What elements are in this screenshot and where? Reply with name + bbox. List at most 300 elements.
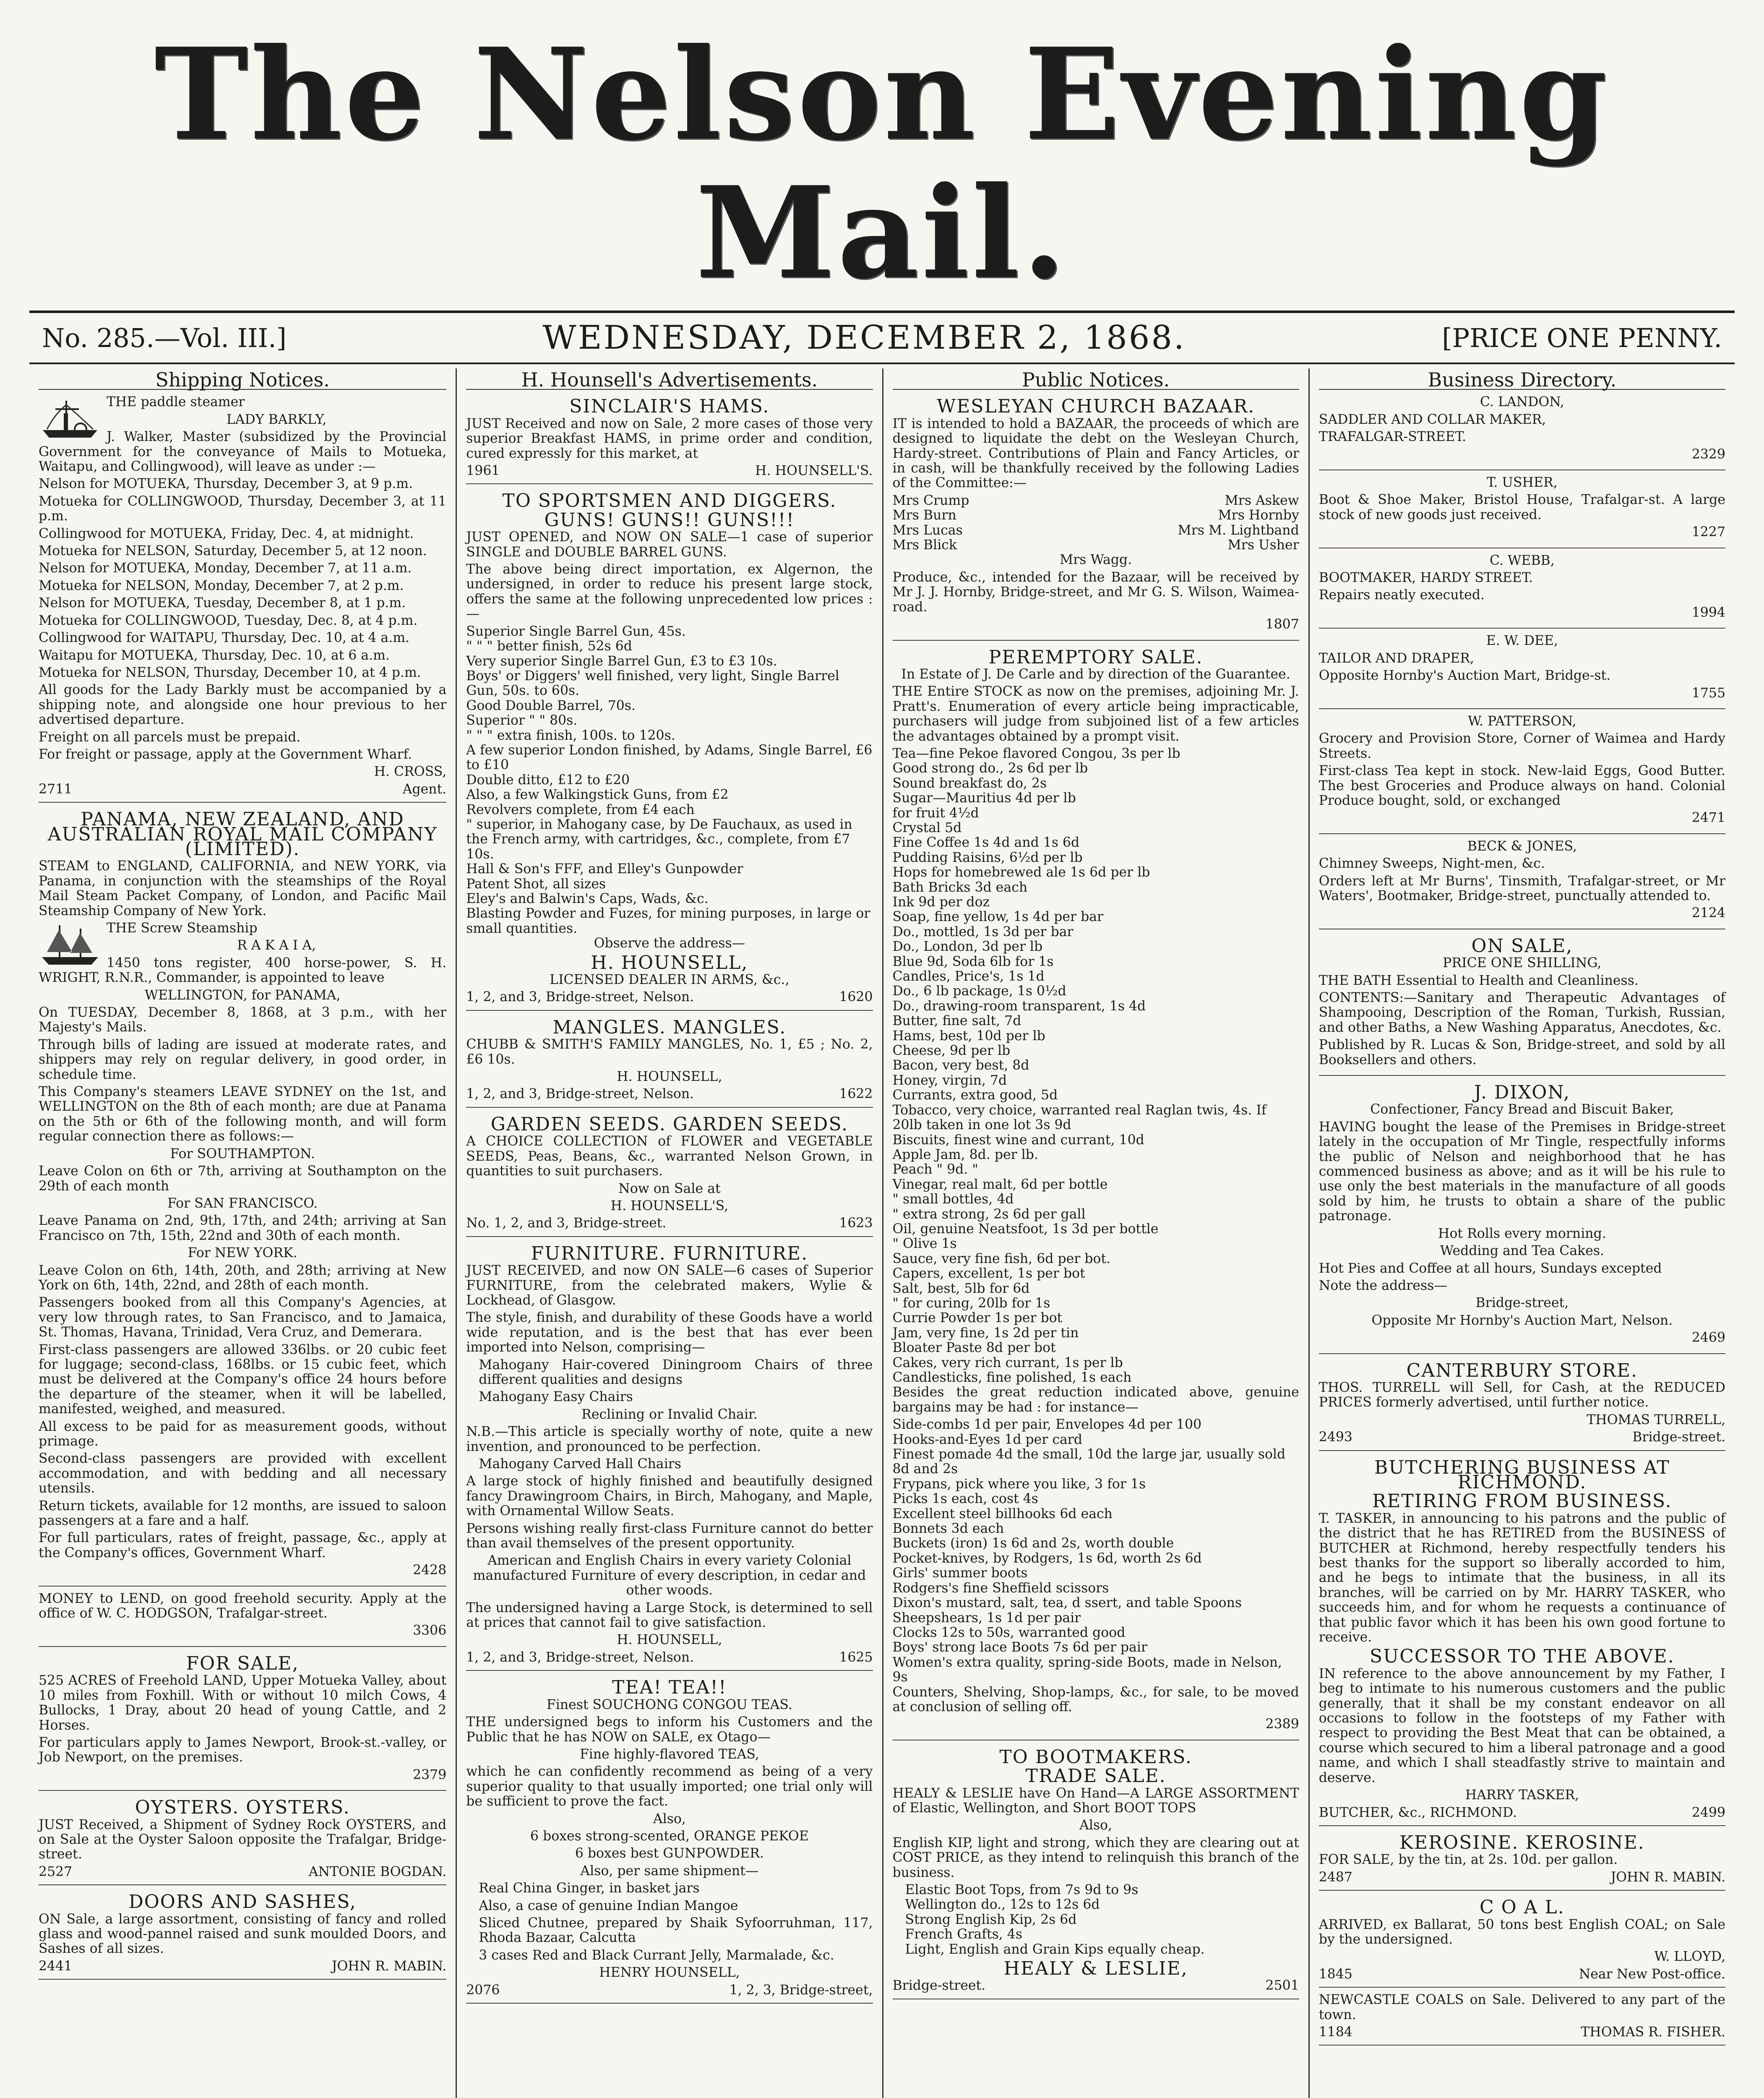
ad-address: Opposite Mr Hornby's Auction Mart, Nelson. [1371, 1313, 1673, 1328]
list-item: Currants, extra good, 5d [892, 1088, 1058, 1103]
ad-line: NEWCASTLE COALS on Sale. Delivered to any part of the town. [1318, 1992, 1725, 2022]
ad-line: Persons wishing really first-class Furniture cannot do better than avail themselves of the present opportunity. [466, 1521, 873, 1551]
ad-signature: H. HOUNSELL'S. [755, 463, 873, 479]
ad-line: Besides the great reduction indicated above, genuine bargains may be had : for instance— [892, 1385, 1299, 1415]
schedule-line: Collingwood for MOTUEKA, Friday, Dec. 4, at midnight. [39, 526, 414, 541]
column-shipping [29, 368, 456, 2098]
ad-signature: HEALY & LESLIE, [1003, 1958, 1188, 1980]
route-heading: For SAN FRANCISCO. [167, 1195, 318, 1211]
committee-name: Mrs Burn [892, 508, 956, 523]
ad-line: A large stock of highly finished and beautifully designed fancy Drawingroom Chairs, in Birch, Mahogany, and Maple, with Ornamental Willow Seats. [466, 1474, 873, 1519]
ad-butchering [1319, 1453, 1725, 1826]
ad-line: HAVING bought the lease of the Premises in Bridge-street lately in the occupation of Mr Tingle, respectfully informs the public of Nelson and neighborhood that he has commenced business as above; and as it will be his rule to use only the best materials in the manufacture of all goods sold by him, he trusts to obtain a share of the public patronage. [1318, 1119, 1725, 1224]
ad-line: Sliced Chutnee, prepared by Shaik Syfoorruhman, 117, Rhoda Bazaar, Calcutta [479, 1915, 873, 1946]
ad-tea [466, 1673, 873, 2004]
ad-heading: TEA! TEA!! [612, 1677, 727, 1699]
bargain-list [893, 1417, 1299, 1685]
list-item: Jam, very fine, 1s 2d per tin [892, 1325, 1079, 1341]
price-line: " superior, in Mahogany case, by De Fauchaux, as used in the French army, with cartridges, &c., complete, from £7 10s. [466, 817, 852, 862]
ad-number: 2499 [1691, 1805, 1725, 1820]
ad-address: No. 1, 2, and 3, Bridge-street. [466, 1216, 667, 1231]
ad-oysters [39, 1793, 446, 1885]
ad-heading: MANGLES. MANGLES. [552, 1016, 787, 1038]
issue-price: [PRICE ONE PENNY. [1442, 322, 1722, 353]
ad-line: Counters, Shelving, Shop-lamps, &c., for sale, to be moved at conclusion of selling off. [892, 1684, 1299, 1714]
ad-line: Freight on all parcels must be prepaid. [39, 729, 301, 745]
price-line: French Grafts, 4s [905, 1927, 1023, 1942]
ad-bazaar [893, 392, 1299, 640]
ad-number: 2389 [1265, 1717, 1299, 1732]
ad-number: 1845 [1318, 1966, 1352, 1982]
ad-line: Mahogany Hair-covered Diningroom Chairs of three different qualities and designs [479, 1357, 873, 1387]
ad-subheading: SUCCESSOR TO THE ABOVE. [1370, 1646, 1675, 1667]
ad-line: Second-class passengers are provided with excellent accommodation, and with bedding and all necessary utensils. [39, 1451, 447, 1496]
ad-line: First-class passengers are allowed 336lbs. or 20 cubic feet for luggage; second-class, 168lbs. or 15 cubic feet, which must be delivered at the Company's office 24 hours before the departure of the steamer, when it will be labelled, manifested, weighed, and measured. [39, 1342, 447, 1417]
directory-desc: Chimney Sweeps, Night-men, &c. [1318, 856, 1545, 872]
ad-number: 1622 [839, 1086, 873, 1102]
directory-addr: Repairs neatly executed. [1318, 587, 1485, 603]
ad-line: Also, a case of genuine Indian Mangoe [479, 1898, 738, 1913]
ad-hams [466, 392, 873, 484]
committee-name: Mrs Lucas [892, 522, 963, 538]
section-heading: Public Notices. [893, 373, 1299, 390]
list-item: Ink 9d per doz [892, 895, 990, 910]
ad-signature: W. LLOYD, [1654, 1949, 1725, 1965]
ad-line: N.B.—This article is specially worthy of note, quite a new invention, and pronounced to be perfection. [466, 1424, 873, 1454]
ad-line: Mahogany Carved Hall Chairs [479, 1456, 682, 1472]
directory-num: 2329 [1691, 446, 1725, 462]
ad-number: 1620 [839, 989, 873, 1005]
directory-list [1319, 392, 1725, 929]
directory-addr: Orders left at Mr Burns', Tinsmith, Trafalgar-street, or Mr Waters', Bootmaker, Bridge-street, punctually attended to. [1318, 873, 1725, 903]
directory-name: T. USHER, [1487, 475, 1558, 491]
ad-subheading: GUNS! GUNS!! GUNS!!! [544, 509, 795, 531]
ad-number: 1961 [466, 463, 500, 479]
list-item: " extra strong, 2s 6d per gall [892, 1206, 1086, 1222]
ad-line: FOR SALE, by the tin, at 2s. 10d. per gallon. [1318, 1852, 1618, 1868]
ad-subheading: PRICE ONE SHILLING, [1443, 955, 1602, 971]
schedule-line: Motueka for COLLINGWOOD, Thursday, December 3, at 11 p.m. [39, 493, 447, 524]
list-item: Dixon's mustard, salt, tea, d ssert, and table Spoons [892, 1595, 1242, 1611]
ad-bath-book [1319, 932, 1725, 1076]
ad-line: JUST OPENED, and NOW ON SALE—1 case of superior SINGLE and DOUBLE BARREL GUNS. [466, 530, 873, 560]
ad-line: The style, finish, and durability of these Goods have a world wide reputation, and is the best that has ever been imported into Nelson, comprising— [466, 1310, 873, 1355]
list-item: Pocket-knives, by Rodgers, 1s 6d, worth 2s 6d [892, 1550, 1202, 1566]
directory-addr: First-class Tea kept in stock. New-laid Eggs, Good Butter. The best Groceries and Produce always on hand. Colonial Produce bought, sold, or exchanged [1318, 763, 1725, 808]
ad-line: IT is intended to hold a BAZAAR, the proceeds of which are designed to liquidate the debt on the Wesleyan Church, Hardy-street. Contributions of Plain and Fancy Articles, or in cash, will be thankfully received by the following Ladies of the Committee:— [892, 416, 1299, 491]
ad-line: Now on Sale at [618, 1181, 721, 1196]
ad-line: Through bills of lading are issued at moderate rates, and shippers may rely on regular delivery, in good order, in schedule time. [39, 1037, 447, 1082]
ad-address: 1, 2, 3, Bridge-street, [729, 1982, 873, 1998]
ad-line: This Company's steamers LEAVE SYDNEY on the 1st, and WELLINGTON on the 8th of each month; are due at Panama on the 5th or 6th of the following month, and will form regular connection there as follows:— [39, 1084, 447, 1144]
ad-heading: CANTERBURY STORE. [1406, 1360, 1638, 1381]
ad-line: which he can confidently recommend as being of a very superior quality to that usually imported; one trial only will be sufficient to prove the fact. [466, 1764, 873, 1809]
issue-number: No. 285.—Vol. III.] [42, 322, 287, 353]
directory-num: 1994 [1691, 605, 1725, 620]
list-item: Girls' summer boots [892, 1566, 1028, 1581]
committee-name: Mrs Wagg. [1059, 552, 1132, 568]
ship-name: LADY BARKLY, [226, 412, 327, 427]
ad-heading: PEREMPTORY SALE. [988, 646, 1203, 668]
ad-bootmakers [893, 1743, 1299, 1999]
directory-name: BECK & JONES, [1467, 838, 1577, 854]
list-item: Do., London, 3d per lb [892, 939, 1043, 955]
list-item: Crystal 5d [892, 820, 962, 835]
committee-name: Mrs Blick [892, 538, 957, 553]
ad-line: Mahogany Easy Chairs [479, 1389, 633, 1405]
ad-line: JUST Received, a Shipment of Sydney Rock OYSTERS, and on Sale at the Oyster Saloon opposite the Trafalgar, Bridge-street. [39, 1817, 447, 1862]
column-business-directory [1308, 368, 1735, 2098]
schedule-line: Motueka for NELSON, Thursday, December 10, at 4 p.m. [39, 665, 421, 680]
ad-number: 1807 [1265, 617, 1299, 632]
schedule-line: Nelson for MOTUEKA, Tuesday, December 8, at 1 p.m. [39, 595, 406, 611]
list-item: Women's extra quality, spring-side Boots, made in Nelson, 9s [892, 1654, 1282, 1685]
list-item: for fruit 4½d [892, 805, 979, 821]
ad-role: Agent. [402, 781, 447, 797]
list-item: Hooks-and-Eyes 1d per card [892, 1432, 1083, 1447]
list-item: Side-combs 1d per pair, Envelopes 4d per 100 [892, 1417, 1202, 1433]
price-line: Also, a few Walkingstick Guns, from £2 [466, 787, 729, 803]
committee-name: Mrs Usher [1227, 538, 1299, 553]
list-item: Blue 9d, Soda 6lb for 1s [892, 954, 1054, 969]
ad-number: 1625 [839, 1649, 873, 1665]
ad-line: Passengers booked from all this Company's Agencies, at very low through rates, to San Francisco, and to Jamaica, St. Thomas, Havana, Trinidad, Vera Cruz, and Demerara. [39, 1295, 447, 1340]
list-item: Do., mottled, 1s 3d per bar [892, 924, 1074, 939]
ad-line: THE BATH Essential to Health and Cleanliness. [1318, 973, 1639, 988]
ad-line: Note the address— [1318, 1278, 1447, 1293]
ad-line: JUST RECEIVED, and now ON SALE—6 cases of Superior FURNITURE, from the celebrated makers, Wylie & Lockhead, of Glasgow. [466, 1263, 873, 1308]
ad-number: 2076 [466, 1982, 500, 1998]
ad-line: JUST Received and now on Sale, 2 more cases of those very superior Breakfast HAMS, in prime order and condition, cured expressly for this market, at [466, 416, 873, 461]
issue-bar [29, 311, 1735, 364]
ad-line: 1450 tons register, 400 horse-power, S. H. WRIGHT, R.N.R., Commander, is appointed to leave [39, 955, 447, 986]
ad-line: ON Sale, a large assortment, consisting of fancy and rolled glass and wood-pannel raised and sunk moulded Doors, and Sashes of all sizes. [39, 1911, 447, 1957]
schedule-line: Motueka for NELSON, Monday, December 7, at 2 p.m. [39, 578, 404, 593]
list-item: Currie Powder 1s per bot [892, 1310, 1063, 1326]
price-line: Superior " " 80s. [466, 713, 578, 728]
ad-line: CHUBB & SMITH'S FAMILY MANGLES, No. 1, £5 ; No. 2, £6 10s. [466, 1037, 873, 1067]
column-public-notices [882, 368, 1308, 2098]
section-heading: Business Directory. [1319, 373, 1725, 390]
ad-line: STEAM to ENGLAND, CALIFORNIA, and NEW YORK, via Panama, in conjunction with the steamships of the Royal Mail Steam Packet Company, of London, and Pacific Mail Steamship Company of New York. [39, 859, 447, 919]
ad-line: All excess to be paid for as measurement goods, without primage. [39, 1419, 447, 1449]
price-line: Boys' or Diggers' well finished, very light, Single Barrel Gun, 50s. to 60s. [466, 668, 839, 699]
ad-line: Observe the address— [594, 936, 745, 951]
ad-kerosine [1319, 1829, 1725, 1891]
ad-heading: PANAMA, NEW ZEALAND, AND AUSTRALIAN ROYAL MAIL COMPANY (LIMITED). [47, 809, 438, 860]
ad-number: 2501 [1265, 1978, 1299, 1994]
ad-heading: SINCLAIR'S HAMS. [569, 396, 770, 418]
ad-number: 2711 [39, 781, 73, 797]
ad-for-sale [39, 1649, 446, 1791]
list-item: Clocks 12s to 50s, warranted good [892, 1625, 1126, 1640]
price-line: Elastic Boot Tops, from 7s 9d to 9s [905, 1882, 1139, 1897]
ad-line: American and English Chairs in every variety Colonial manufactured Furniture of every description, in cedar and other woods. [473, 1553, 866, 1598]
ad-line: Hot Pies and Coffee at all hours, Sundays excepted [1318, 1260, 1662, 1276]
list-item: Sound breakfast do, 2s [892, 775, 1047, 791]
ad-line: THE Screw Steamship [107, 921, 258, 936]
ad-number: 2469 [1691, 1330, 1725, 1346]
ad-address: 1, 2, and 3, Bridge-street, Nelson. [466, 989, 694, 1005]
ad-doors [39, 1888, 446, 1980]
ad-number: 2428 [413, 1563, 447, 1578]
directory-num: 1755 [1691, 685, 1725, 701]
schedule-line: Nelson for MOTUEKA, Monday, December 7, at 11 a.m. [39, 561, 412, 576]
list-item: Do., drawing-room transparent, 1s 4d [892, 998, 1146, 1014]
ship-name: R A K A I A, [237, 938, 316, 953]
list-item: Candlesticks, fine polished, 1s each [892, 1370, 1132, 1385]
ad-dixon [1319, 1078, 1725, 1354]
ad-line: Reclining or Invalid Chair. [581, 1406, 758, 1422]
ad-number: 2441 [39, 1958, 73, 1974]
columns [29, 368, 1735, 2098]
price-line: Light, English and Grain Kips equally cheap. [905, 1941, 1205, 1957]
ad-subheading: RETIRING FROM BUSINESS. [1372, 1490, 1672, 1512]
ad-line: Also, [1079, 1818, 1113, 1833]
schedule-line: Collingwood for WAITAPU, Thursday, Dec. 10, at 4 a.m. [39, 630, 410, 646]
ad-line: A CHOICE COLLECTION of FLOWER and VEGETABLE SEEDS, Peas, Beans, &c., warranted Nelson Grown, in quantities to suit purchasers. [466, 1134, 873, 1179]
route-heading: For SOUTHAMPTON. [170, 1146, 315, 1161]
ad-heading: ON SALE, [1471, 935, 1573, 957]
ad-signature: H. HOUNSELL'S, [610, 1198, 729, 1213]
list-item: Rodgers's fine Sheffield scissors [892, 1580, 1109, 1596]
ad-signature: JOHN R. MABIN. [331, 1958, 447, 1974]
ad-subheading: TRADE SALE. [1025, 1765, 1166, 1787]
ad-mangles [466, 1013, 873, 1108]
directory-entry [1319, 473, 1725, 548]
ad-signature: H. HOUNSELL, [591, 952, 748, 973]
price-line: Revolvers complete, from £4 each [466, 802, 695, 817]
ad-signature: ANTONIE BOGDAN. [308, 1864, 447, 1879]
ad-line: Leave Colon on 6th or 7th, arriving at Southampton on the 29th of each month [39, 1164, 447, 1194]
list-item: Buckets (iron) 1s 6d and 2s, worth double [892, 1536, 1174, 1551]
list-item: Tea—fine Pekoe flavored Congou, 3s per lb [892, 746, 1180, 761]
list-item: Peach " 9d. " [892, 1162, 978, 1177]
issue-date: WEDNESDAY, DECEMBER 2, 1868. [542, 319, 1186, 357]
ad-peremptory-sale [893, 643, 1299, 1741]
directory-entry [1319, 837, 1725, 929]
ad-newcastle-coals [1319, 1990, 1725, 2046]
schedule-line: Waitapu for MOTUEKA, Thursday, Dec. 10, at 6 a.m. [39, 647, 390, 663]
ad-line: THOS. TURRELL will Sell, for Cash, at the REDUCED PRICES formerly advertised, until further notice. [1318, 1380, 1725, 1410]
list-item: Capers, excellent, 1s per bot [892, 1266, 1085, 1281]
ad-line: Hot Rolls every morning. [1438, 1226, 1606, 1241]
section-heading: Shipping Notices. [39, 373, 446, 390]
committee-name: Mrs M. Lightband [1178, 522, 1299, 538]
ad-line: CONTENTS:—Sanitary and Therapeutic Advantages of Shampooing, Description of the Roman, Turkish, Russian, and other Baths, a New Washing Apparatus, Anecdotes, &c. [1318, 990, 1725, 1035]
ad-heading: GARDEN SEEDS. GARDEN SEEDS. [490, 1113, 849, 1135]
route-heading: For NEW YORK. [188, 1245, 297, 1261]
ad-number: 2379 [413, 1767, 447, 1782]
list-item: Biscuits, finest wine and currant, 10d [892, 1132, 1144, 1148]
ad-signature: THOMAS R. FISHER. [1581, 2024, 1725, 2040]
ad-line: 525 ACRES of Freehold LAND, Upper Motueka Valley, about 10 miles from Foxhill. With or without 10 milch Cows, 4 Bullocks, 1 Dray, about 20 head of young Cattle, and 2 Horses. [39, 1673, 447, 1733]
screw-steamship-icon [39, 923, 102, 969]
list-item: Hams, best, 10d per lb [892, 1028, 1045, 1044]
list-item: Sauce, very fine fish, 6d per bot. [892, 1251, 1111, 1266]
directory-num: 2471 [1691, 810, 1725, 826]
schedule-line: Nelson for MOTUEKA, Thursday, December 3, at 9 p.m. [39, 476, 413, 492]
ad-guns [466, 487, 873, 1010]
ad-signature: THOMAS TURRELL, [1587, 1412, 1725, 1427]
price-line: Eley's and Balwin's Caps, Wads, &c. [466, 891, 709, 906]
price-line: Very superior Single Barrel Gun, £3 to £3 10s. [466, 653, 777, 669]
ad-number: 1623 [839, 1216, 873, 1231]
list-item: Bath Bricks 3d each [892, 879, 1028, 895]
list-item: Boys' strong lace Boots 7s 6d per pair [892, 1640, 1148, 1655]
ad-address: Bridge-street. [1632, 1430, 1725, 1445]
list-item: Do., 6 lb package, 1s 0½d [892, 984, 1066, 999]
price-line: Double ditto, £12 to £20 [466, 772, 630, 788]
ad-furniture [466, 1239, 873, 1671]
list-item: Excellent steel billhooks 6d each [892, 1506, 1113, 1521]
directory-desc: BOOTMAKER, HARDY STREET. [1318, 570, 1533, 586]
masthead: The Nelson Evening Mail. [154, 20, 1610, 307]
ad-heading: DOORS AND SASHES, [128, 1891, 357, 1913]
price-line: " " " better finish, 52s 6d [466, 639, 632, 654]
ad-coal [1319, 1893, 1725, 1988]
ad-line: Leave Panama on 2nd, 9th, 17th, and 24th; arriving at San Francisco on 7th, 15th, 22nd and 30th of each month. [39, 1213, 447, 1243]
ad-signature: H. HOUNSELL, [617, 1632, 722, 1648]
ad-line: J. Walker, Master (subsidized by the Provincial Government for the conveyance of Mails to Motueka, Waitapu, and Collingwood), will leave as under :— [39, 429, 447, 475]
price-line: A few superior London finished, by Adams, Single Barrel, £6 to £10 [466, 742, 873, 773]
list-item: Honey, virgin, 7d [892, 1072, 1007, 1088]
ad-canterbury [1319, 1357, 1725, 1451]
ad-signature: HARRY TASKER, [1465, 1787, 1579, 1803]
ad-line: Fine highly-flavored TEAS, [579, 1746, 759, 1762]
directory-entry [1319, 551, 1725, 629]
committee-name: Mrs Crump [892, 493, 969, 508]
ad-address: BUTCHER, &c., RICHMOND. [1318, 1805, 1517, 1820]
directory-name: C. LANDON, [1480, 394, 1564, 410]
ad-signature: HENRY HOUNSELL, [599, 1965, 740, 1981]
list-item: Sugar—Mauritius 4d per lb [892, 791, 1076, 806]
section-heading: H. Hounsell's Advertisements. [466, 373, 873, 390]
committee-name: Mrs Hornby [1218, 508, 1299, 523]
ad-line: 6 boxes best GUNPOWDER. [575, 1846, 764, 1861]
ad-line: Real China Ginger, in basket jars [479, 1881, 700, 1896]
ad-number: 2487 [1318, 1869, 1352, 1885]
directory-entry [1319, 392, 1725, 470]
price-line: Wellington do., 12s to 12s 6d [905, 1897, 1100, 1913]
list-item: Pudding Raisins, 6½d per lb [892, 850, 1083, 865]
ad-heading: KEROSINE. KEROSINE. [1399, 1832, 1645, 1853]
ad-subheading: Confectioner, Fancy Bread and Biscuit Baker, [1370, 1102, 1674, 1117]
ad-line: The undersigned having a Large Stock, is determined to sell at prices that cannot fail to give satisfaction. [466, 1600, 873, 1631]
ad-line: On TUESDAY, December 8, 1868, at 3 p.m., with her Majesty's Mails. [39, 1005, 447, 1035]
list-item: Frypans, pick where you like, 3 for 1s [892, 1476, 1146, 1492]
list-item: " Olive 1s [892, 1236, 957, 1252]
ad-line: English KIP, light and strong, which they are clearing out at COST PRICE, as they intend to relinquish this branch of the business. [892, 1835, 1299, 1880]
price-line: Hall & Son's FFF, and Elley's Gunpowder [466, 861, 743, 877]
price-line: Blasting Powder and Fuzes, for mining purposes, in large or small quantities. [466, 906, 870, 936]
list-item: Bloater Paste 8d per bot [892, 1340, 1056, 1356]
list-item: Bonnets 3d each [892, 1521, 1004, 1537]
ad-heading: C O A L. [1480, 1897, 1565, 1918]
ad-line: All goods for the Lady Barkly must be accompanied by a shipping note, and alongside one hour previous to her advertised departure. [39, 682, 447, 728]
ad-line: Produce, &c., intended for the Bazaar, will be received by Mr J. J. Hornby, Bridge-street, and Mr G. S. Wilson, Waimea-road. [892, 569, 1299, 615]
list-item: Hops for homebrewed ale 1s 6d per lb [892, 865, 1150, 880]
price-line: Patent Shot, all sizes [466, 876, 606, 892]
directory-addr: TRAFALGAR-STREET. [1318, 429, 1466, 445]
ad-heading: WESLEYAN CHURCH BAZAAR. [936, 396, 1255, 418]
ad-line: Also, [653, 1811, 686, 1827]
directory-desc: TAILOR AND DRAPER, [1318, 650, 1474, 666]
directory-name: C. WEBB, [1490, 553, 1555, 568]
ad-line: T. TASKER, in announcing to his patrons and the public of the district that he has RETIRED from the BUSINESS of BUTCHER at Richmond, hereby respectfully tenders his best thanks for the support so liberally accorded to him, and he begs to intimate that the business, in all its branches, will be carried on by Mr. HARRY TASKER, who succeeds him, and for whom he requests a continuance of that public favor which it has been his own good fortune to receive. [1318, 1511, 1725, 1645]
ad-heading: FURNITURE. FURNITURE. [531, 1242, 808, 1264]
list-item: Picks 1s each, cost 4s [892, 1491, 1038, 1507]
ad-line: HEALY & LESLIE have On Hand—A LARGE ASSORTMENT of Elastic, Wellington, and Short BOOT TOPS [892, 1785, 1299, 1816]
directory-addr: Opposite Hornby's Auction Mart, Bridge-st. [1318, 668, 1611, 684]
committee-name: Mrs Askew [1225, 493, 1299, 508]
ad-signature: H. HOUNSELL, [617, 1069, 722, 1085]
directory-name: E. W. DEE, [1486, 633, 1558, 649]
list-item: Cakes, very rich currant, 1s per lb [892, 1355, 1123, 1370]
list-item: Salt, best, 5lb for 6d [892, 1281, 1030, 1296]
ad-signature: JOHN R. MABIN. [1610, 1869, 1725, 1885]
ad-line: For particulars apply to James Newport, Brook-st.-valley, or Job Newport, on the premises. [39, 1735, 447, 1765]
ad-line: Also, per same shipment— [580, 1863, 759, 1879]
ad-line: Leave Colon on 6th, 14th, 20th, and 28th; arriving at New York on 6th, 14th, 22nd, and 28th of each month. [39, 1263, 447, 1293]
price-line: " " " extra finish, 100s. to 120s. [466, 728, 675, 743]
ad-line: For full particulars, rates of freight, passage, &c., apply at the Company's offices, Government Wharf. [39, 1530, 447, 1560]
ad-heading: FOR SALE, [186, 1652, 299, 1674]
ad-line: ARRIVED, ex Ballarat, 50 tons best English COAL; on Sale by the undersigned. [1318, 1917, 1725, 1947]
ad-address: 1, 2, and 3, Bridge-street, Nelson. [466, 1649, 694, 1665]
ad-subheading: Finest SOUCHONG CONGOU TEAS. [546, 1697, 792, 1712]
list-item: Tobacco, very choice, warranted real Raglan twis, 4s. If 20lb taken in one lot 3s 9d [892, 1102, 1266, 1133]
list-item: Candles, Price's, 1s 1d [892, 969, 1045, 984]
ad-subheading: In Estate of J. De Carle and by direction of the Guarantee. [901, 666, 1290, 682]
ad-number: 2493 [1318, 1430, 1352, 1445]
ad-number: 1184 [1318, 2024, 1352, 2040]
schedule-line: Motueka for COLLINGWOOD, Tuesday, Dec. 8, at 4 p.m. [39, 613, 418, 628]
ad-money [39, 1589, 446, 1647]
ad-line: For freight or passage, apply at the Government Wharf. [39, 746, 412, 762]
ad-line: Return tickets, available for 12 months, are issued to saloon passengers at a fare and a half. [39, 1498, 447, 1529]
ad-address: Bridge-street. [892, 1978, 986, 1994]
ad-seeds [466, 1110, 873, 1237]
list-item: Oil, genuine Neatsfoot, 1s 3d per bottle [892, 1221, 1159, 1237]
ad-signature: H. CROSS, [374, 764, 447, 780]
ad-line: THE Entire STOCK as now on the premises, adjoining Mr. J. Pratt's. Enumeration of every article being impracticable, purchasers will judge from subjoined list of a few articles the advantages obtained by a prompt visit. [892, 684, 1299, 744]
directory-desc: Boot & Shoe Maker, Bristol House, Trafalgar-st. A large stock of new goods just received. [1318, 492, 1725, 522]
directory-num: 2124 [1691, 905, 1725, 921]
column-hounsell [456, 368, 882, 2098]
ad-heading: TO SPORTSMEN AND DIGGERS. [502, 490, 837, 512]
price-line: Good Double Barrel, 70s. [466, 698, 636, 713]
ad-heading: BUTCHERING BUSINESS AT RICHMOND. [1374, 1456, 1670, 1493]
ad-line: THE undersigned begs to inform his Customers and the Public that he has NOW on SALE, ex Otago— [466, 1714, 873, 1745]
directory-entry [1319, 631, 1725, 709]
paddle-steamer-icon [39, 397, 102, 443]
directory-desc: SADDLER AND COLLAR MAKER, [1318, 412, 1546, 427]
list-item: Sheepshears, 1s 1d per pair [892, 1610, 1081, 1626]
list-item: Fine Coffee 1s 4d and 1s 6d [892, 835, 1080, 851]
price-list [893, 746, 1299, 1385]
list-item: Good strong do., 2s 6d per lb [892, 761, 1088, 776]
ad-line: 6 boxes strong-scented, ORANGE PEKOE [530, 1828, 809, 1844]
directory-name: W. PATTERSON, [1468, 713, 1576, 729]
directory-desc: Grocery and Provision Store, Corner of Waimea and Hardy Streets. [1318, 731, 1725, 761]
directory-num: 1227 [1691, 524, 1725, 540]
list-item: Bacon, very best, 8d [892, 1058, 1029, 1073]
ad-line: IN reference to the above announcement by my Father, I beg to intimate to his numerous customers and the public generally, that it shall be my constant endeavor on all occasions to follow in the footsteps of my Father with respect to providing the Best Meat that can be obtained, a course which secured to him a liberal patronage and a good name, and which I shall steadfastly strive to maintain and deserve. [1318, 1666, 1725, 1785]
list-item: Soap, fine yellow, 1s 4d per bar [892, 909, 1104, 925]
ad-heading: OYSTERS. OYSTERS. [135, 1797, 350, 1819]
ad-line: WELLINGTON, for PANAMA, [144, 987, 341, 1003]
